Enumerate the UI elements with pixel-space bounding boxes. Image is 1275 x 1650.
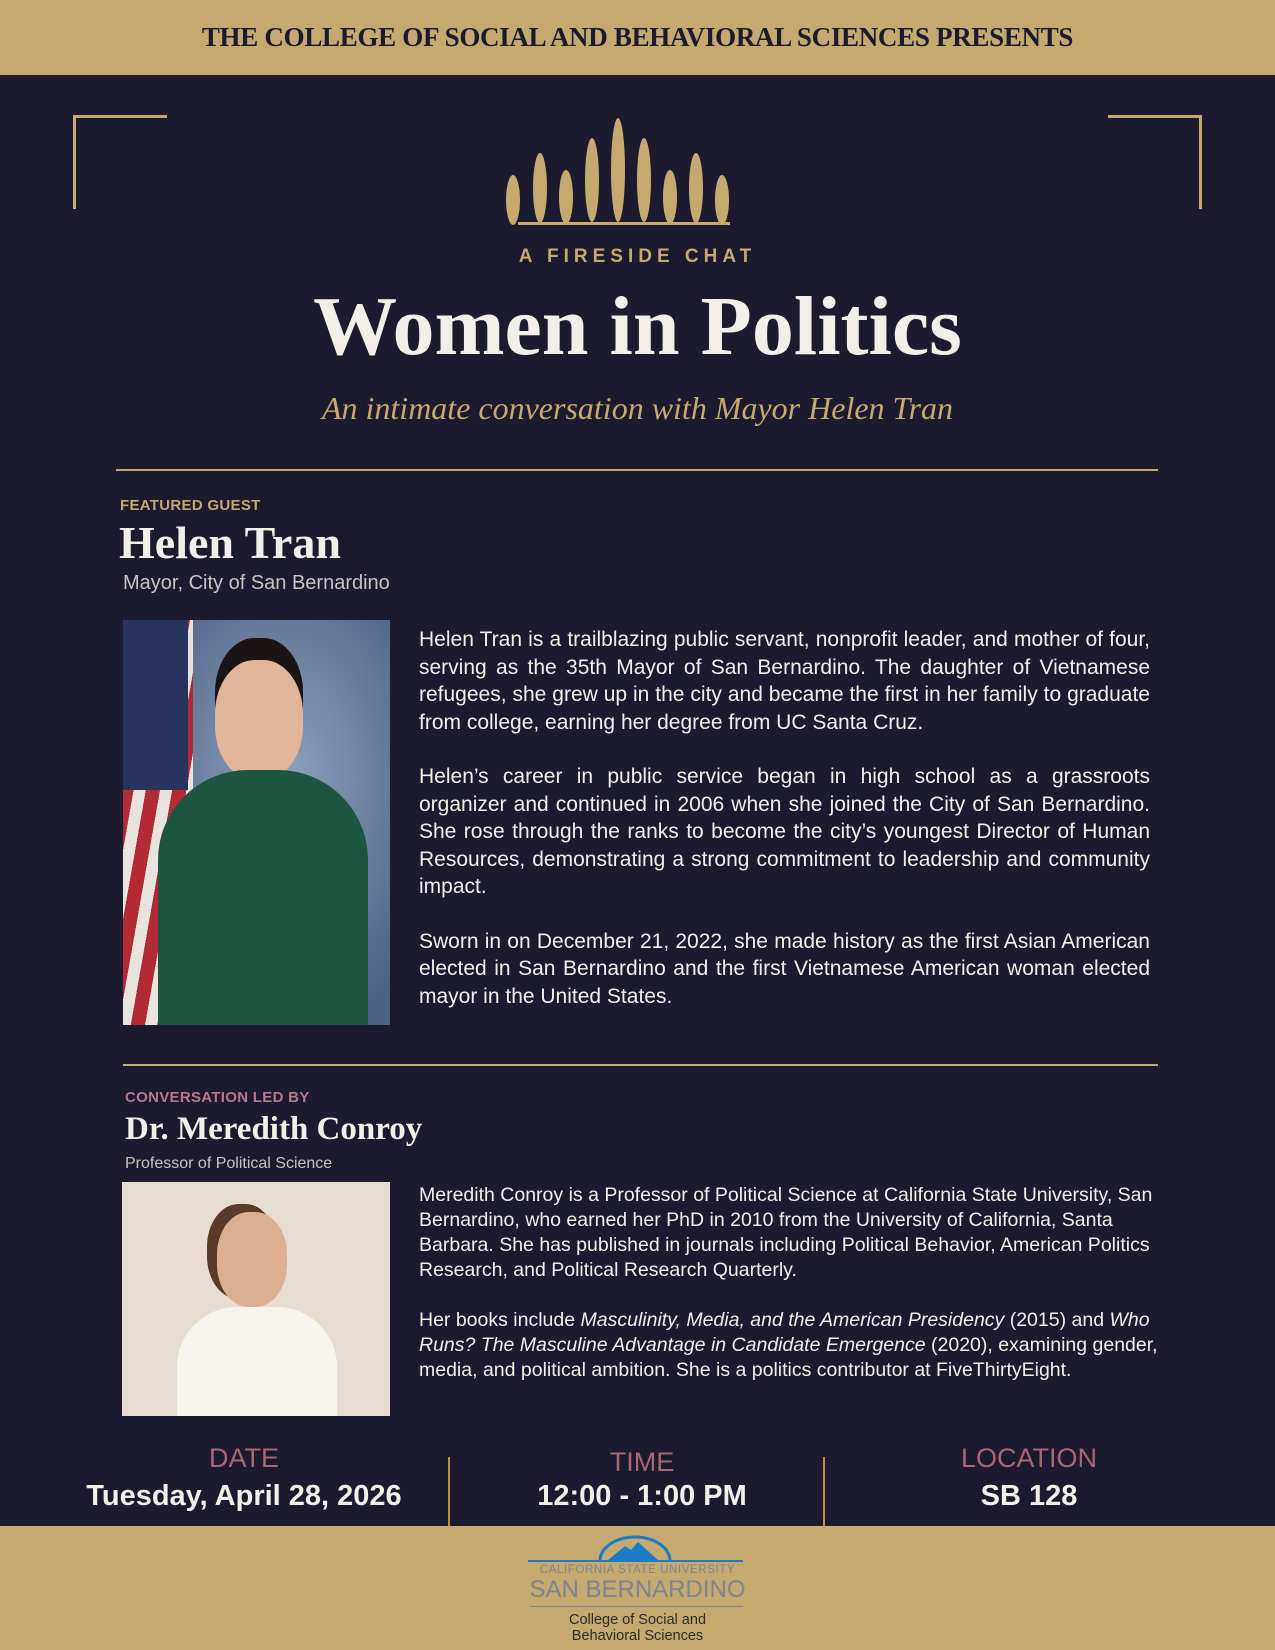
corner-bracket-left bbox=[73, 115, 167, 209]
date-block bbox=[54, 1443, 434, 1513]
date-label: DATE bbox=[208, 1443, 279, 1473]
event-eyebrow: A FIRESIDE CHAT bbox=[518, 246, 757, 267]
divider bbox=[116, 469, 1158, 471]
moderator-role: Professor of Political Science bbox=[125, 1155, 333, 1172]
date-value: Tuesday, April 28, 2026 bbox=[86, 1480, 402, 1512]
moderator-bio bbox=[419, 1183, 1164, 1383]
guest-role: Mayor, City of San Bernardino bbox=[123, 572, 390, 594]
divider bbox=[823, 1457, 825, 1527]
header-band bbox=[0, 0, 1275, 75]
guest-bio-paragraph: Helen Tran is a trailblazing public servant, nonprofit leader, and mother of four, serving as the 35th Mayor of San Bernardino. The daughter of Vietnamese refugees, she grew up in the city and became the first in her family to graduate from college, earning her degree from UC Santa Cruz. bbox=[419, 628, 1150, 734]
presents-text: THE COLLEGE OF SOCIAL AND BEHAVIORAL SCIENCES PRESENTS bbox=[201, 22, 1074, 52]
book-title: Masculinity, Media, and the American Presidency bbox=[580, 1309, 1005, 1331]
moderator-bio-paragraph: Meredith Conroy is a Professor of Political Science at California State University, San Bernardino, who earned her PhD in 2010 from the University of California, Santa Barbara. She has published in journals including Political Behavior, American Politics Research, and Political Research Quarterly. bbox=[419, 1184, 1153, 1281]
text: (2020), examining gender, media, and political ambition. She is a politics contributor at FiveThirtyEight. bbox=[419, 1334, 1158, 1381]
guest-bio bbox=[419, 626, 1150, 1037]
moderator-label: CONVERSATION LED BY bbox=[125, 1089, 310, 1106]
crown-flame-icon bbox=[500, 118, 785, 228]
guest-bio-paragraph: Sworn in on December 21, 2022, she made history as the first Asian American elected in San Bernardino and the first Vietnamese American woman elected mayor in the United States. bbox=[419, 929, 1150, 1008]
college-line1: College of Social and bbox=[568, 1612, 707, 1628]
text: (2015) and bbox=[1004, 1309, 1110, 1331]
time-value: 12:00 - 1:00 PM bbox=[537, 1480, 747, 1512]
text: Her books include bbox=[419, 1309, 581, 1331]
divider bbox=[448, 1457, 450, 1527]
moderator-photo bbox=[122, 1182, 390, 1416]
corner-bracket-right bbox=[1108, 115, 1202, 209]
moderator-name: Dr. Meredith Conroy bbox=[125, 1111, 423, 1147]
book-title: Who Runs? The Masculine Advantage in Candidate Emergence bbox=[419, 1309, 1150, 1356]
footer-band bbox=[0, 1526, 1275, 1650]
event-title: Women in Politics bbox=[313, 280, 962, 373]
location-label: LOCATION bbox=[960, 1443, 1097, 1473]
college-name bbox=[0, 1612, 1275, 1644]
university-line2: SAN BERNARDINO bbox=[529, 1576, 746, 1603]
divider bbox=[123, 1064, 1158, 1066]
time-block bbox=[452, 1447, 832, 1513]
divider bbox=[530, 1606, 743, 1607]
college-line2: Behavioral Sciences bbox=[571, 1628, 704, 1644]
time-label: TIME bbox=[609, 1447, 675, 1477]
event-subtitle: An intimate conversation with Mayor Helen Tran bbox=[321, 390, 954, 426]
guest-bio-paragraph: Helen’s career in public service began in high school as a grassroots organizer and continued in 2006 when she joined the City of San Bernardino. She rose through the ranks to become the city’s youngest Director of Human Resources, demonstrating a strong commitment to leadership and community impact. bbox=[419, 765, 1150, 898]
location-value: SB 128 bbox=[980, 1480, 1078, 1512]
guest-name: Helen Tran bbox=[119, 517, 341, 568]
csusb-mountain-logo-icon bbox=[528, 1534, 743, 1564]
guest-label: FEATURED GUEST bbox=[120, 497, 261, 514]
moderator-bio-paragraph bbox=[419, 1308, 1164, 1383]
guest-photo bbox=[123, 620, 390, 1025]
location-block bbox=[839, 1443, 1219, 1513]
university-line1: CALIFORNIA STATE UNIVERSITY bbox=[539, 1564, 736, 1576]
